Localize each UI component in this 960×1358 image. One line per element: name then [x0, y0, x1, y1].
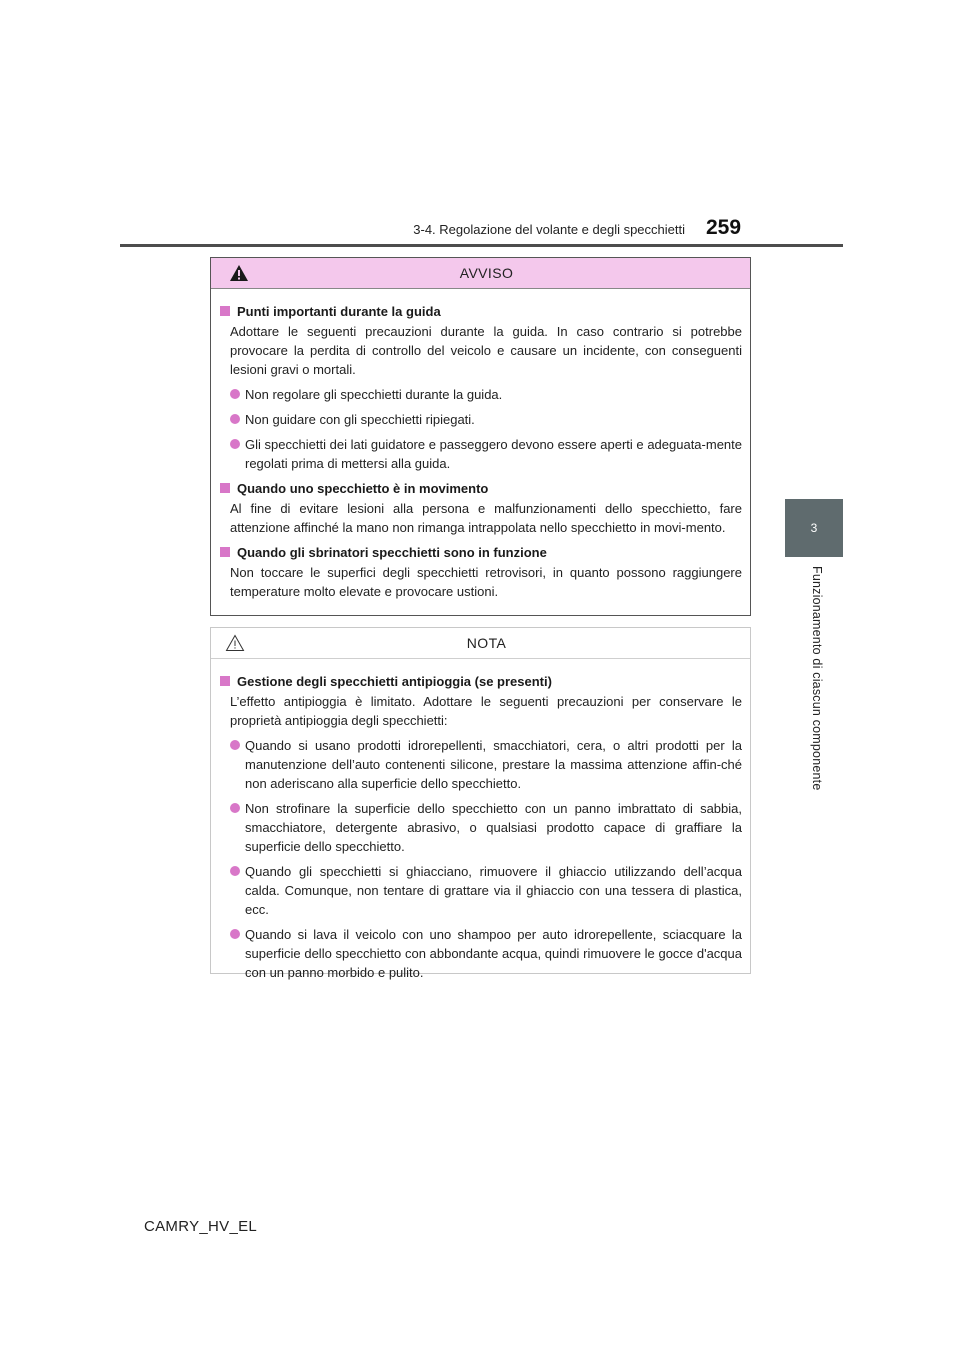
- list-item: Gli specchietti dei lati guidatore e passeggero devono essere aperti e adeguata-mente regolati prima di mettersi alla guida.: [230, 435, 742, 473]
- list-item: Non strofinare la superficie dello specchietto con un panno imbrattato di sabbia, smacchiatore, detergente abrasivo, o qualsiasi prodotto capace di graffiare la superficie dello specchietto.: [230, 799, 742, 856]
- square-bullet-icon: [220, 483, 230, 493]
- round-bullet-icon: [230, 414, 240, 424]
- round-bullet-icon: [230, 439, 240, 449]
- list-item: Non regolare gli specchietti durante la guida.: [230, 385, 742, 404]
- round-bullet-icon: [230, 389, 240, 399]
- model-code: CAMRY_HV_EL: [144, 1218, 258, 1235]
- caution-outline-triangle-icon: [225, 634, 245, 652]
- section-heading: Gestione degli specchietti antipioggia (se presenti): [220, 672, 742, 691]
- warning-triangle-icon: [229, 264, 249, 282]
- running-header-section: 3-4. Regolazione del volante e degli specchietti: [413, 222, 685, 237]
- square-bullet-icon: [220, 547, 230, 557]
- round-bullet-icon: [230, 929, 240, 939]
- warning-box-header: [211, 258, 750, 289]
- list-item: Quando si lava il veicolo con uno shampoo per auto idrorepellente, sciacquare la superficie dello specchietto con abbondante acqua, quindi rimuovere le gocce d'acqua con un panno morbido e pulito.: [230, 925, 742, 982]
- chapter-number: 3: [810, 521, 818, 535]
- section-text: Non toccare le superfici degli specchietti retrovisori, in quanto possono raggiungere temperature molto elevate e provocare ustioni.: [230, 565, 742, 599]
- note-box-header: [211, 628, 750, 659]
- round-bullet-icon: [230, 740, 240, 750]
- section-text: L’effetto antipioggia è limitato. Adottare le seguenti precauzioni per conservare le proprietà antipioggia degli specchietti:: [230, 694, 742, 728]
- note-box: [210, 627, 751, 980]
- square-bullet-icon: [220, 306, 230, 316]
- section-heading: Quando uno specchietto è in movimento: [220, 479, 742, 498]
- note-body: [211, 659, 750, 982]
- section-heading: Punti importanti durante la guida: [220, 302, 742, 321]
- list-item: Quando gli specchietti si ghiacciano, rimuovere il ghiaccio utilizzando dell’acqua calda. Comunque, non tentare di grattare via il ghiaccio con una tessera di plastica, ecc.: [230, 862, 742, 919]
- section-text: Al fine di evitare lesioni alla persona e malfunzionamenti dello specchietto, fare attenzione affinché la mano non rimanga intrappolata nello specchietto in movi-mento.: [230, 501, 742, 535]
- chapter-tab: [785, 499, 843, 557]
- page-number: 259: [706, 216, 742, 239]
- section-text: Adottare le seguenti precauzioni durante la guida. In caso contrario si potrebbe provocare la perdita di controllo del veicolo e causare un incidente, con conseguenti lesioni gravi o mortali.: [230, 324, 742, 377]
- list-item: Non guidare con gli specchietti ripiegati.: [230, 410, 742, 429]
- square-bullet-icon: [220, 676, 230, 686]
- round-bullet-icon: [230, 803, 240, 813]
- list-item: Quando si usano prodotti idrorepellenti, smacchiatori, cera, o altri prodotti per la manutenzione dell’auto contenenti silicone, prestare la massima attenzione affin-ché non aderiscano alla superficie dello specchietto.: [230, 736, 742, 793]
- warning-body: [211, 289, 750, 601]
- note-title: NOTA: [466, 635, 507, 651]
- chapter-title-vertical: Funzionamento di ciascun componente: [810, 566, 824, 791]
- section-heading: Quando gli sbrinatori specchietti sono in funzione: [220, 543, 742, 562]
- header-divider: [120, 244, 843, 247]
- warning-title: AVVISO: [459, 265, 514, 281]
- warning-box: [210, 257, 751, 616]
- round-bullet-icon: [230, 866, 240, 876]
